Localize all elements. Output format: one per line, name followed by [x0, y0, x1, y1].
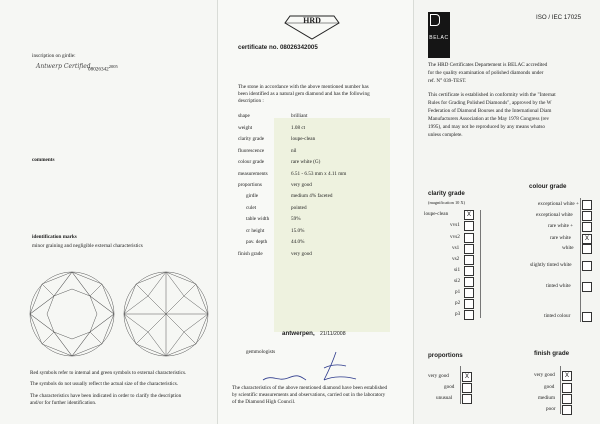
proportions-checkbox	[462, 394, 472, 404]
issue-city: antwerpen,	[282, 330, 315, 337]
accreditation-line-1: The HRD Certificates Departement is BELAC accredited	[428, 62, 548, 68]
right-panel	[414, 0, 600, 424]
finish-option: good	[544, 384, 555, 390]
subrow-label: pav. depth	[246, 239, 268, 245]
row-value: loupe-clean	[291, 136, 316, 142]
finish-label: finish grade	[238, 251, 263, 257]
identification-text: minor graining and negligible external characteristics	[32, 243, 143, 249]
gemmologists-label: gemmologists	[246, 349, 276, 355]
colour-grade-title: colour grade	[529, 183, 567, 190]
footer-line-2: by scientific measurements and observations, carried out in the laboratory	[232, 392, 386, 398]
clarity-option: p1	[455, 289, 461, 295]
belac-logo-text: BELAC	[429, 35, 449, 41]
row-label: measurements	[238, 171, 268, 177]
subrow-value: 44.0%	[291, 239, 305, 245]
clarity-divider	[480, 210, 481, 318]
finish-checkbox	[562, 383, 572, 393]
clarity-option: vvs1	[450, 222, 460, 228]
proportions-option: unusual	[436, 395, 453, 401]
clarity-checkbox	[464, 255, 474, 265]
finish-checkbox	[562, 394, 572, 404]
row-label: fluorescence	[238, 148, 265, 154]
conformity-line-3: Federation of Diamond Bourses and the International Diam	[428, 108, 552, 114]
comments-label: comments	[32, 157, 55, 163]
row-label: proportions	[238, 182, 262, 188]
colour-checkbox	[582, 211, 592, 221]
proportions-checkbox	[462, 383, 472, 393]
intro-line-1: The stone in accordance with the above mentioned number has	[238, 84, 369, 90]
intro-line-2: been identified as a natural gem diamond and has the following	[238, 91, 370, 97]
footer-line-3: of the Diamond High Council.	[232, 399, 296, 405]
inscription-number: $08026342^{2005}$	[88, 64, 118, 73]
legend-line-3: The characteristics have been indicated in order to clarify the description	[30, 393, 182, 399]
subrow-label: girdle	[246, 193, 259, 199]
clarity-option: p3	[455, 311, 461, 317]
row-value: 6.51 - 6.53 mm x 4.11 mm	[291, 171, 347, 177]
row-label: clarity grade	[238, 136, 265, 142]
crown-diagram	[28, 270, 116, 358]
colour-option: rare white +	[548, 223, 574, 229]
conformity-line-5: 1995), and may not be reproduced by any means whatso	[428, 124, 545, 130]
inscription-script: Antwerp Certified	[36, 63, 91, 70]
belac-logo-icon	[428, 12, 450, 58]
finish-grade-title: finish grade	[534, 350, 570, 357]
clarity-option: vvs2	[450, 234, 460, 240]
colour-checkbox	[582, 200, 592, 210]
footer-line-1: The characteristics of the above mentioned diamond have been established	[232, 385, 388, 391]
row-value: nil	[291, 148, 297, 154]
colour-checkbox	[582, 312, 592, 322]
row-value: brilliant	[291, 113, 308, 119]
intro-line-3: description :	[238, 98, 264, 104]
clarity-magnification: (magnification 10 X)	[428, 200, 466, 205]
finish-divider	[560, 366, 561, 414]
finish-option: medium	[538, 395, 556, 401]
clarity-checkbox: X	[464, 210, 474, 220]
row-label: colour grade	[238, 159, 265, 165]
colour-option: tinted colour	[544, 313, 571, 319]
colour-option: slightly tinted white	[530, 262, 572, 268]
finish-checkbox	[562, 405, 572, 415]
subrow-label: culet	[246, 205, 257, 211]
proportions-option: good	[444, 384, 455, 390]
pavilion-diagram	[122, 270, 210, 358]
conformity-line-2: Rules for Grading Polished Diamonds", approved by the W	[428, 100, 552, 106]
center-panel	[218, 0, 414, 424]
finish-option: very good	[534, 372, 555, 378]
colour-option: exceptional white	[536, 212, 573, 218]
subrow-value: medium 4% faceted	[291, 193, 333, 199]
clarity-checkbox	[464, 277, 474, 287]
subrow-value: 59%	[291, 216, 301, 222]
issue-date: 21/11/2008	[320, 331, 346, 337]
clarity-checkbox	[464, 299, 474, 309]
clarity-option: vs1	[452, 245, 460, 251]
legend-line-2: The symbols do not usually reflect the actual size of the characteristics.	[30, 381, 179, 387]
gemmologist-signature-icon	[258, 346, 378, 386]
row-label: shape	[238, 113, 250, 119]
clarity-option: p2	[455, 300, 461, 306]
clarity-option: loupe-clean	[424, 211, 449, 217]
colour-checkbox	[582, 282, 592, 292]
colour-option: tinted white	[546, 283, 571, 289]
row-label: weight	[238, 125, 253, 131]
subrow-label: table width	[246, 216, 270, 222]
proportions-option: very good	[428, 373, 449, 379]
colour-checkbox	[582, 222, 592, 232]
colour-checkbox: X	[582, 234, 592, 244]
belac-b-mark	[430, 14, 440, 26]
conformity-line-4: Manufacturers Association at the May 1978 Congress (rev	[428, 116, 550, 122]
proportions-title: proportions	[428, 352, 463, 359]
clarity-checkbox	[464, 244, 474, 254]
clarity-option: vs2	[452, 256, 460, 262]
hrd-logo-icon	[284, 14, 340, 40]
clarity-checkbox	[464, 288, 474, 298]
svg-text:HRD: HRD	[303, 16, 321, 25]
clarity-checkbox	[464, 266, 474, 276]
row-value: rare white (G)	[291, 159, 321, 165]
colour-option: rare white	[550, 235, 571, 241]
conformity-line-1: This certificate is established in conformity with the "Internat	[428, 92, 556, 98]
legend-line-4: and/or for further identification.	[30, 400, 97, 406]
identification-label: identification marks	[32, 234, 77, 240]
proportions-divider	[460, 366, 461, 404]
clarity-grade-title: clarity grade	[428, 190, 465, 197]
row-value: very good	[291, 182, 312, 188]
clarity-checkbox	[464, 233, 474, 243]
colour-option: exceptional white +	[538, 201, 579, 207]
clarity-option: si1	[454, 267, 461, 273]
conformity-line-6: unless complete.	[428, 132, 463, 138]
proportions-checkbox: X	[462, 372, 472, 382]
clarity-checkbox	[464, 310, 474, 320]
finish-checkbox: X	[562, 371, 572, 381]
left-panel	[0, 0, 218, 424]
accreditation-line-2: for the quality examination of polished diamonds under	[428, 70, 544, 76]
subrow-label: cr height	[246, 228, 265, 234]
clarity-option: si2	[454, 278, 461, 284]
colour-option: white	[562, 245, 574, 251]
certificate-number: certificate no. 08026342005	[238, 44, 318, 51]
colour-checkbox	[582, 244, 592, 254]
colour-divider	[580, 198, 581, 322]
finish-option: poor	[546, 406, 556, 412]
clarity-checkbox	[464, 221, 474, 231]
finish-value: very good	[291, 251, 312, 257]
subrow-value: pointed	[291, 205, 307, 211]
row-value: 1.08 ct	[291, 125, 306, 131]
accreditation-line-3: ref. N° 039-TEST.	[428, 78, 467, 84]
inscription-label: inscription on girdle:	[32, 53, 76, 59]
iso-label: ISO / IEC 17025	[536, 14, 582, 21]
colour-checkbox	[582, 261, 592, 271]
subrow-value: 15.0%	[291, 228, 305, 234]
legend-line-1: Red symbols refer to internal and green symbols to external characteristics.	[30, 370, 187, 376]
